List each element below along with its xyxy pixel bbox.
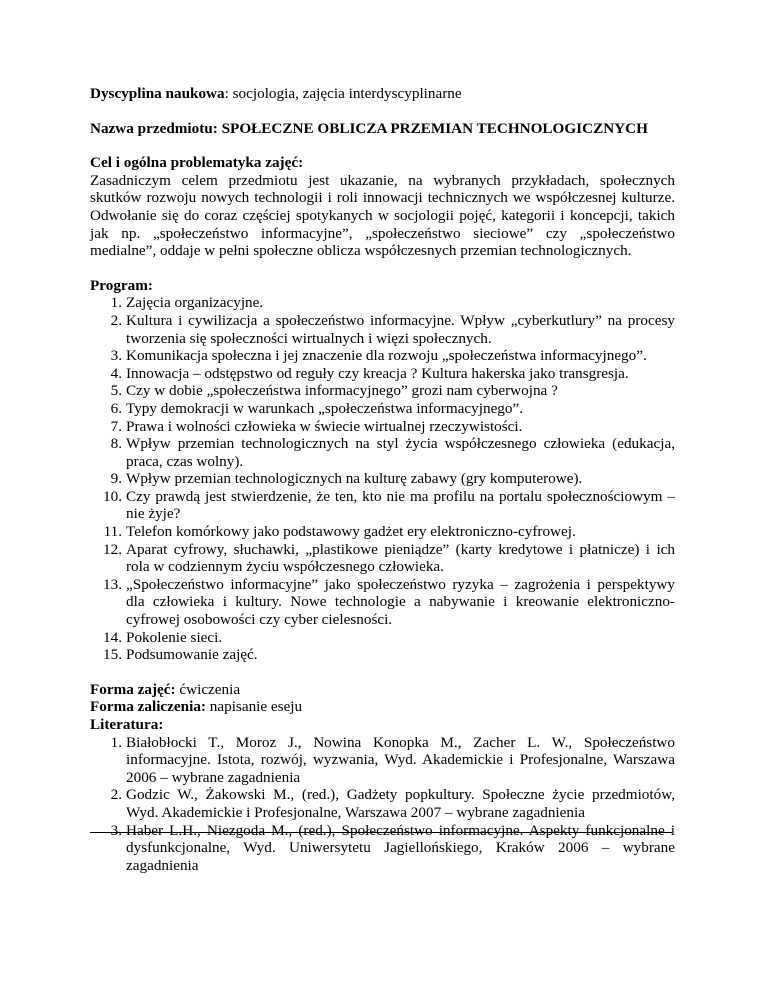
goal-text: Zasadniczym celem przedmiotu jest ukazanie, na wybranych przykładach, społecznych skutków rozwoju nowych technologii i roli innowacji technicznych we współczesnej kulturze. Odwołanie się do coraz częściej spotykanych w socjologii pojęć, kategorii i koncepcji, takich jak np. „społeczeństwo informacyjne”, „społeczeństwo sieciowe” czy „społeczeństwo medialne”, oddaje w pełni społeczne oblicza współczesnych przemian technologicznych. [90,171,675,260]
program-heading: Program: [90,276,153,294]
program-item-number: 7. [110,417,122,435]
program-item [90,418,675,436]
literature-item-number: 2. [110,786,122,804]
program-item [90,400,675,418]
program-item-text: Innowacja – odstępstwo od reguły czy kreacja ? Kultura hakerska jako transgresja. [126,364,629,382]
program-item-number: 1. [110,294,122,312]
discipline-value: : socjologia, zajęcia interdyscyplinarne [224,85,462,102]
program-item-number: 4. [110,364,122,382]
program-item-number: 14. [103,628,122,646]
credit-line [90,698,675,716]
literature-heading: Literatura: [90,716,164,733]
program-item [90,470,675,488]
course-title: Nazwa przedmiotu: SPOŁECZNE OBLICZA PRZEMIAN TECHNOLOGICZNYCH [90,119,648,137]
program-item-number: 10. [103,487,122,505]
program-item-text: Aparat cyfrowy, słuchawki, „plastikowe pieniądze” (karty kredytowe i płatnicze) i ich rola w codziennym życiu współczesnego człowieka. [126,540,675,576]
literature-item-number: 1. [110,733,122,751]
bottom-divider [90,832,672,833]
program-item-text: Pokolenie sieci. [126,628,223,646]
program-item-number: 6. [110,399,122,417]
form-line [90,681,675,699]
literature-item [90,786,675,821]
program-item-text: Zajęcia organizacyjne. [126,294,264,312]
program-item-number: 8. [110,435,122,453]
program-item-text: Typy demokracji w warunkach „społeczeństwa informacyjnego”. [126,399,524,417]
discipline-line [90,85,675,103]
credit-value: napisanie eseju [205,698,303,716]
program-item [90,347,675,365]
literature-item-number: 3. [110,821,122,839]
discipline-label: Dyscyplina naukowa [90,85,225,102]
program-item-text: „Społeczeństwo informacyjne” jako społeczeństwo ryzyka – zagrożenia i perspektywy dla człowieka i kultury. Nowe technologie a nabywanie i kreowanie elektroniczno-cyfrowej osobowości czy cyber cielesności. [126,575,675,629]
literature-item-text: Godzic W., Żakowski M., (red.), Gadżety popkultury. Społeczne życie przedmiotów, Wyd. Akademickie i Profesjonalne, Warszawa 2007 – wybrane zagadnienia [126,786,675,821]
program-item-text: Kultura i cywilizacja a społeczeństwo informacyjne. Wpływ „cyberkutlury” na procesy tworzenia się społeczności wirtualnych i więzi społecznych. [126,311,675,347]
program-item-text: Wpływ przemian technologicznych na kulturę zabawy (gry komputerowe). [126,470,583,488]
literature-item-text: Białobłocki T., Moroz J., Nowina Konopka M., Zacher L. W., Społeczeństwo informacyjne. Istota, rozwój, wyzwania, Wyd. Akademickie i Profesjonalne, Warszawa 2006 – wybrane zagadnienia [126,733,675,786]
program-item-number: 9. [110,470,122,488]
program-list [90,294,675,663]
goal-heading: Cel i ogólna problematyka zajęć: [90,154,304,172]
program-item [90,294,675,312]
program-item [90,435,675,470]
program-item [90,488,675,523]
program-item-text: Podsumowanie zajęć. [126,646,258,664]
program-item-number: 12. [103,540,122,558]
document-page [90,85,675,874]
form-value: ćwiczenia [175,680,241,698]
program-item-number: 13. [103,575,122,593]
program-item-number: 11. [103,523,122,541]
program-item [90,523,675,541]
program-item [90,365,675,383]
program-item [90,576,675,629]
program-item [90,629,675,647]
literature-list [90,734,675,875]
program-item-number: 5. [110,382,122,400]
program-item-number: 15. [103,646,122,664]
program-item-text: Telefon komórkowy jako podstawowy gadżet ery elektroniczno-cyfrowej. [126,523,576,541]
program-item-text: Wpływ przemian technologicznych na styl życia współczesnego człowieka (edukacja, praca, czas wolny). [126,435,675,470]
program-item-text: Czy w dobie „społeczeństwa informacyjnego” grozi nam cyberwojna ? [126,382,558,400]
program-item-number: 2. [110,311,122,329]
program-item [90,541,675,576]
program-item [90,382,675,400]
program-item [90,646,675,664]
literature-item-text: Haber L.H., Niezgoda M., (red.), Społeczeństwo informacyjne. Aspekty funkcjonalne i dysfunkcjonalne, Wyd. Uniwersytetu Jagiellońskiego, Kraków 2006 – wybrane zagadnienia [126,821,675,874]
credit-label: Forma zaliczenia: [90,698,206,716]
literature-item [90,822,675,875]
program-item-text: Komunikacja społeczna i jej znaczenie dla rozwoju „społeczeństwa informacyjnego”. [126,347,647,365]
program-item [90,312,675,347]
program-item-text: Czy prawdą jest stwierdzenie, że ten, kto nie ma profilu na portalu społecznościowym – nie żyje? [126,487,675,523]
program-item-text: Prawa i wolności człowieka w świecie wirtualnej rzeczywistości. [126,417,523,435]
literature-item [90,734,675,787]
program-item-number: 3. [110,347,122,365]
form-label: Forma zajęć: [90,680,176,698]
